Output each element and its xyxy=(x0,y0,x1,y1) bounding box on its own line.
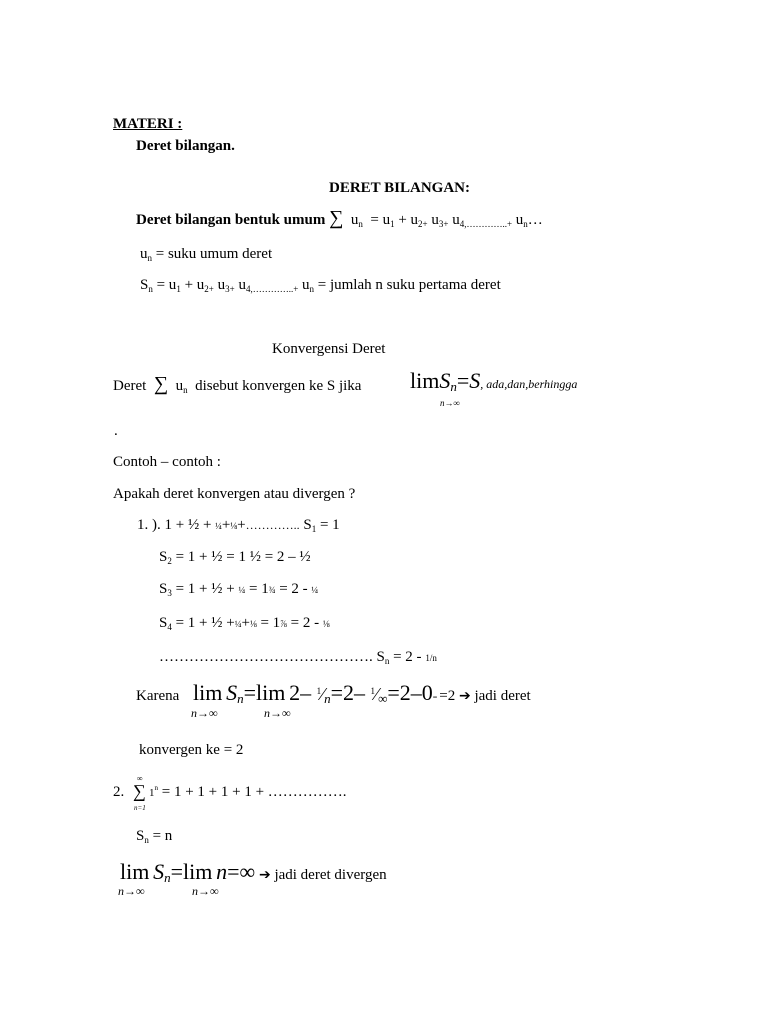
ex1-conclusion2: konvergen ke = 2 xyxy=(139,742,244,758)
sub-2: 2+ xyxy=(418,219,428,229)
examples-question: Apakah deret konvergen atau divergen ? xyxy=(113,486,356,502)
sub-1: 1 xyxy=(390,219,395,229)
ex1-s2 xyxy=(159,550,311,566)
convergence-limit xyxy=(410,370,577,393)
conv-u: u xyxy=(175,378,184,394)
karena-label: Karena xyxy=(136,688,180,704)
ex2-S: S xyxy=(153,859,165,884)
ex1-start: 1. ). 1 + ½ + xyxy=(137,517,216,533)
ex1-eq3: =2–0 xyxy=(387,680,433,705)
plus-u: + u xyxy=(394,212,419,228)
deret-word: Deret xyxy=(113,378,147,394)
s3-label: S xyxy=(159,581,168,597)
ex2-eq: = xyxy=(170,859,184,884)
ex1-n2: n xyxy=(324,691,331,706)
s4-label: S xyxy=(159,615,168,631)
sub-3: 3+ xyxy=(438,219,449,229)
sigma-symbol-2: ∑ xyxy=(153,373,169,395)
ex2-conclusion: jadi deret divergen xyxy=(274,867,387,883)
sn-dots-line: ……………………………………. S xyxy=(159,649,385,665)
ex1-dots: ………….. xyxy=(245,518,300,532)
sigma-symbol: ∑ xyxy=(329,207,344,229)
plus-a: + xyxy=(221,517,231,533)
sn-label-sub: n xyxy=(148,284,153,294)
s2-label: S xyxy=(159,549,168,565)
s4-mixed: ⅞ xyxy=(280,619,287,629)
lim-condition: , ada,dan,berhingga xyxy=(480,377,578,391)
ex1-slash1: ⁄ xyxy=(321,684,325,704)
sub-4: 4, xyxy=(459,219,467,229)
section-title: DERET BILANGAN: xyxy=(329,180,470,196)
ex2-limsub1: n→∞ xyxy=(118,884,145,898)
ex2-sn xyxy=(136,829,172,845)
ex2-sigma-sup: ∞ xyxy=(137,774,143,783)
s1-label: S xyxy=(299,517,312,533)
s3-frac: ¼ xyxy=(238,585,246,595)
un-definition xyxy=(140,247,272,263)
s3-sub: 3 xyxy=(167,588,172,598)
ex2-number: 2. xyxy=(113,784,125,800)
sn-dots-sub: n xyxy=(384,656,390,666)
sn-un: u xyxy=(298,277,310,293)
sn-u3: u xyxy=(213,277,226,293)
sn-frac: 1/n xyxy=(425,653,437,663)
ex1-line1 xyxy=(137,518,340,534)
s4-frac3: ⅛ xyxy=(322,619,330,629)
ex1-tiny-eq: = xyxy=(432,693,440,702)
s3-mixed: ¾ xyxy=(268,585,276,595)
ex2-limsub2: n→∞ xyxy=(192,884,219,898)
ex2-sn-label: S xyxy=(136,828,145,844)
ex2-lim1: lim xyxy=(120,859,150,884)
ex2-eq-inf: =∞ xyxy=(227,859,256,884)
s4-val-b: = 1 xyxy=(256,615,281,631)
tail-dots: … xyxy=(527,212,543,228)
ex2-sigma-sub: n=1 xyxy=(134,804,146,812)
u3: u xyxy=(427,212,439,228)
ex2-sigma: ∑ xyxy=(133,781,146,801)
s2-val: = 1 + ½ = 1 ½ = 2 – ½ xyxy=(171,549,311,565)
ex1-lim2: lim xyxy=(256,680,286,705)
un-label-sub: n xyxy=(147,253,152,263)
ex2-term-sup: n xyxy=(154,784,158,792)
s4-val-a: = 1 + ½ + xyxy=(171,615,235,631)
ex1-eq: = xyxy=(243,680,257,705)
s4-plus: + xyxy=(241,615,250,631)
ex2-lim2: lim xyxy=(183,859,213,884)
lim-S-sub: n xyxy=(450,379,457,394)
sn-sub4: 4, xyxy=(245,284,253,294)
series-dots: …………..+ xyxy=(466,219,513,229)
s4-sub: 4 xyxy=(167,622,172,632)
s3-val-b: = 1 xyxy=(245,581,269,597)
s2-sub: 2 xyxy=(167,556,172,566)
topic-title: Deret bilangan. xyxy=(136,138,235,154)
sn-dots: …………..+ xyxy=(252,284,299,294)
un-label: u xyxy=(140,246,148,262)
ex2-S-sub: n xyxy=(164,870,171,885)
frac-eighth: ⅛ xyxy=(230,521,238,531)
sn-sub2: 2+ xyxy=(204,284,214,294)
ex1-limsub1: n→∞ xyxy=(191,706,218,720)
examples-heading: Contoh – contoh : xyxy=(113,454,221,470)
conv-text: disebut konvergen ke S jika xyxy=(195,378,362,394)
lim-S2: S xyxy=(469,368,481,393)
sn-def-text: = jumlah n suku pertama deret xyxy=(314,277,501,293)
ex2-term: 1 xyxy=(149,787,155,799)
lim-eq: = xyxy=(456,368,470,393)
term-u-sub: n xyxy=(358,219,363,229)
sn-dots-val: = 2 - xyxy=(389,649,426,665)
lim-S: S xyxy=(439,368,451,393)
ex2-sn-sub: n xyxy=(144,835,149,845)
ex1-lim1: lim xyxy=(193,680,223,705)
ex1-eq2: =2– xyxy=(330,680,371,705)
u4: u xyxy=(448,212,460,228)
sn-eq: = u xyxy=(152,277,177,293)
un-sub: n xyxy=(523,219,528,229)
ex2-series xyxy=(149,785,347,800)
s1-val: = 1 xyxy=(316,517,340,533)
ex2-expansion: = 1 + 1 + 1 + 1 + ……………. xyxy=(158,784,347,800)
sn-definition xyxy=(140,278,501,294)
dot-line: . xyxy=(114,423,118,439)
ex1-f1: 1 xyxy=(316,686,322,696)
sn-label: S xyxy=(140,277,149,293)
s1-sub: 1 xyxy=(311,524,317,534)
s3-val-a: = 1 + ½ + xyxy=(171,581,239,597)
ex1-slash2: ⁄ xyxy=(375,684,379,704)
convergence-definition xyxy=(113,374,361,395)
sn-plus: + u xyxy=(180,277,205,293)
materi-label: MATERI : xyxy=(113,116,183,132)
ex2-sn-val: = n xyxy=(148,828,173,844)
ex2-limit-expression xyxy=(120,861,387,884)
arrow-icon: ➔ xyxy=(258,867,271,883)
un: u xyxy=(512,212,524,228)
s4-frac2: ⅛ xyxy=(249,619,257,629)
un-def-text: = suku umum deret xyxy=(152,246,273,262)
ex1-s3 xyxy=(159,582,318,598)
arrow-icon: ➔ xyxy=(459,688,471,704)
s3-val-c: = 2 - xyxy=(275,581,312,597)
convergence-title: Konvergensi Deret xyxy=(272,341,386,357)
sn-u4: u xyxy=(234,277,246,293)
ex1-s4 xyxy=(159,616,330,632)
ex1-expr: 2– xyxy=(289,680,317,705)
sn-un-sub: n xyxy=(309,284,315,294)
ex1-S-sub: n xyxy=(237,691,244,706)
ex1-f2: 1 xyxy=(370,686,376,696)
sn-sub3: 3+ xyxy=(225,284,235,294)
frac-quarter: ¼ xyxy=(215,521,222,531)
plus-b: + xyxy=(237,517,246,533)
s4-frac1: ¼ xyxy=(234,619,242,629)
ex1-conclusion: jadi deret xyxy=(474,688,531,704)
ex1-limsub2: n→∞ xyxy=(264,706,291,720)
conv-u-sub: n xyxy=(183,385,188,395)
s3-frac2: ¼ xyxy=(311,585,319,595)
ex1-S: S xyxy=(226,680,238,705)
ex1-result: =2 xyxy=(439,688,459,704)
s4-val-c: = 2 - xyxy=(286,615,323,631)
general-form-label: Deret bilangan bentuk umum xyxy=(136,212,326,228)
ex2-n: n xyxy=(216,859,228,884)
ex1-limit-expression xyxy=(193,682,531,705)
lim-word: lim xyxy=(410,368,440,393)
sn-sub1: 1 xyxy=(176,284,181,294)
general-form-line xyxy=(136,208,543,229)
ex1-inf: ∞ xyxy=(378,691,388,706)
ex1-sn xyxy=(159,650,437,666)
term-u: u xyxy=(350,212,359,228)
lim-sub-1: n→∞ xyxy=(440,398,460,408)
eq-text: = u xyxy=(370,212,391,228)
